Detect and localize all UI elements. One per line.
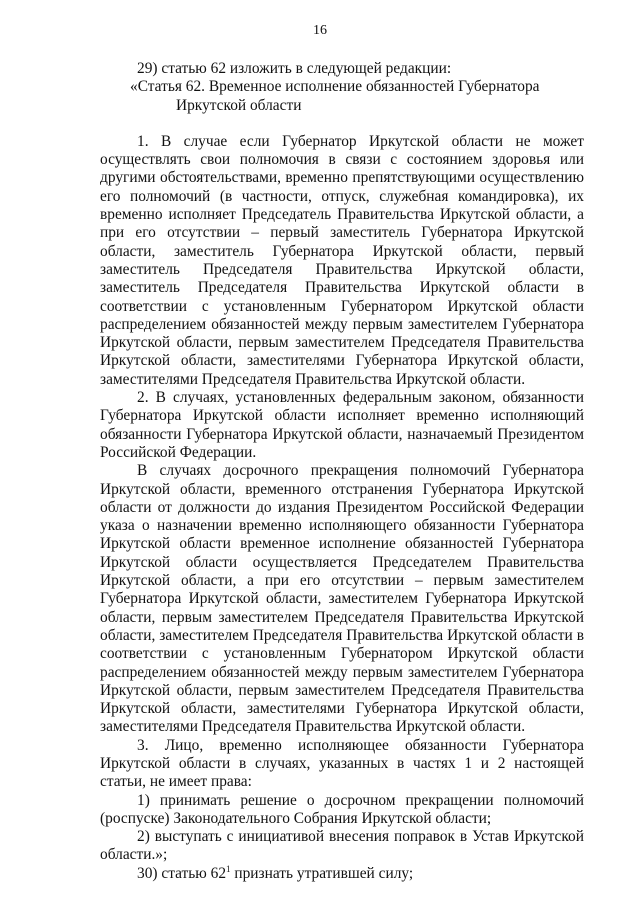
paragraph-4: 3. Лицо, временно исполняющее обязанности Губернатора Иркутской области в случаях, указанных в частях 1 и 2 настоящей статьи, не имеет права:	[100, 736, 584, 791]
item-30-prefix: 30) статью 62	[137, 864, 227, 882]
item-30-suffix: признать утратившей силу;	[230, 864, 414, 882]
article-heading: «Статья 62. Временное исполнение обязанностей Губернатора Иркутской области	[130, 78, 540, 114]
page-number: 16	[313, 23, 327, 38]
spacer	[100, 115, 584, 133]
paragraph-3: В случаях досрочного прекращения полномочий Губернатора Иркутской области, временного отстранения Губернатора Иркутской области от должности до издания Президентом Российской Федерации указа о назначении временно исполняющего обязанности Губернатора Иркутской области временное исполнение обязанностей Губернатора Иркутской области осуществляется Председателем Правительства Иркутской области, а при его отсутствии – первым заместителем Губернатора Иркутской области, заместителем Губернатора Иркутской области, первым заместителем Председателя Правительства Иркутской области, заместителем Председателя Правительства Иркутской области в соответствии с установленным Губернатором Иркутской области распределением обязанностей между первым заместителем Губернатора Иркутской области, первым заместителем Председателя Правительства Иркутской области, заместителями Губернатора Иркутской области, заместителями Председателя Правительства Иркутской области.	[100, 462, 584, 736]
item-30	[100, 865, 584, 883]
paragraph-2: 2. В случаях, установленных федеральным законом, обязанности Губернатора Иркутской области исполняет временно исполняющий обязанности Губернатора Иркутской области, назначаемый Президентом Российской Федерации.	[100, 389, 584, 461]
paragraph-1: 1. В случае если Губернатор Иркутской области не может осуществлять свои полномочия в связи с состоянием здоровья или другими обстоятельствами, временно препятствующими осуществлению его полномочий (в частности, отпуск, служебная командировка), их временно исполняет Председатель Правительства Иркутской области, а при его отсутствии – первый заместитель Губернатора Иркутской области, заместитель Губернатора Иркутской области, первый заместитель Председателя Правительства Иркутской области, заместитель Председателя Правительства Иркутской области в соответствии с установленным Губернатором Иркутской области распределением обязанностей между первым заместителем Губернатора Иркутской области, первым заместителем Председателя Правительства Иркутской области, заместителями Губернатора Иркутской области, заместителями Председателя Правительства Иркутской области.	[100, 132, 584, 388]
paragraph-5: 1) принимать решение о досрочном прекращении полномочий (роспуске) Законодательного Собрания Иркутской области;	[100, 791, 584, 827]
paragraph-6: 2) выступать с инициативой внесения поправок в Устав Иркутской области.»;	[100, 828, 584, 864]
item-30-superscript: 1	[226, 863, 231, 874]
item-29: 29) статью 62 изложить в следующей редакции:	[137, 60, 452, 77]
document-body	[100, 60, 584, 883]
